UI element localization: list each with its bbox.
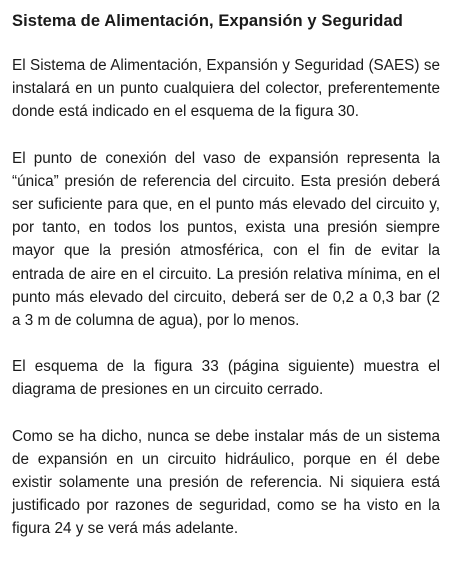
paragraph-saes-location: El Sistema de Alimentación, Expansión y Seguridad (SAES) se instalará en un punto cualquiera del colector, preferentemente donde está indicado en el esquema de la figura 30.	[12, 57, 440, 121]
paragraph-single-expansion: Como se ha dicho, nunca se debe instalar más de un sistema de expansión en un circuito hidráulico, porque en él debe existir solamente una presión de referencia. Ni siquiera está justificado por razones de seguridad, como se ha visto en la figura 24 y se verá más adelante.	[12, 427, 440, 538]
paragraph-pressure-diagram: El esquema de la figura 33 (página siguiente) muestra el diagrama de presiones en un circuito cerrado.	[12, 358, 440, 399]
section-heading: Sistema de Alimentación, Expansión y Seguridad	[12, 12, 403, 30]
paragraph-reference-pressure: El punto de conexión del vaso de expansión representa la “única” presión de referencia del circuito. Esta presión deberá ser suficiente para que, en el punto más elevado del circuito y, por tanto, en todos los puntos, exista una presión siempre mayor que la presión atmosférica, con el fin de evitar la entrada de aire en el circuito. La presión relativa mínima, en el punto más elevado del circuito, deberá ser de 0,2 a 0,3 bar (2 a 3 m de columna de agua), por lo menos.	[12, 149, 440, 330]
document-page	[12, 10, 440, 541]
